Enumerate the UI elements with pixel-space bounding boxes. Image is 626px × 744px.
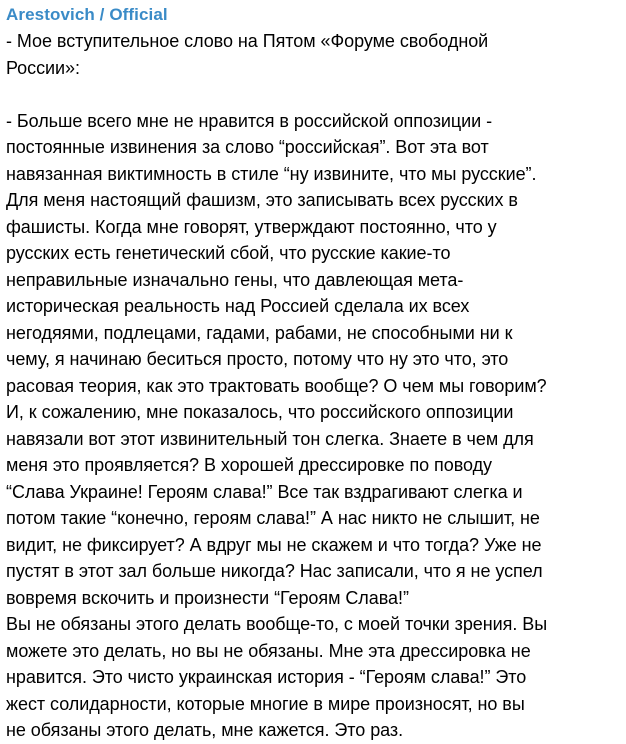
message-text-line: - Больше всего мне не нравится в российской оппозиции - — [6, 110, 493, 131]
message-text-line: России»: — [6, 57, 80, 78]
message-text-line: “Слава Украине! Героям слава!” Все так вздрагивают слегка и — [6, 481, 523, 502]
message-text-line: расовая теория, как это трактовать вообще? О чем мы говорим? — [6, 375, 547, 396]
message-text-line: фашисты. Когда мне говорят, утверждают постоянно, что у — [6, 216, 497, 237]
message-text-line: Для меня настоящий фашизм, это записывать всех русских в — [6, 190, 518, 210]
paragraph-spacer — [6, 81, 622, 108]
message-text-line: можете это делать, но вы не обязаны. Мне эта дрессировка не — [6, 640, 531, 661]
channel-author-name[interactable]: Arestovich / Official — [6, 5, 168, 24]
message-text-line: навязали вот этот извинительный тон слегка. Знаете в чем для — [6, 428, 534, 449]
message-text-line: пустят в этот зал больше никогда? Нас записали, что я не успел — [6, 561, 543, 581]
message-text-line: историческая реальность над Россией сделала их всех — [6, 296, 470, 316]
message-text-line: жест солидарности, которые многие в мире произносят, но вы — [6, 693, 525, 714]
message-text-line: навязанная виктимность в стиле “ну извините, что мы русские”. — [6, 163, 537, 184]
message-text-line: меня это проявляется? В хорошей дрессировке по поводу — [6, 455, 492, 475]
message-text-line: не обязаны этого делать, мне кажется. Это раз. — [6, 720, 404, 740]
message-bubble — [6, 4, 622, 744]
message-text-line: чему, я начинаю беситься просто, потому что ну это что, это — [6, 349, 509, 369]
message-text-line: Вы не обязаны этого делать вообще-то, с моей точки зрения. Вы — [6, 614, 548, 634]
message-text-line: негодяями, подлецами, гадами, рабами, не способными ни к — [6, 322, 513, 343]
message-text-line: вовремя вскочить и произнести “Героям Слава!” — [6, 587, 409, 608]
message-text-line: русских есть генетический сбой, что русские какие-то — [6, 243, 451, 263]
message-text-line: нравится. Это чисто украинская история - “Героям слава!” Это — [6, 667, 527, 687]
message-text-line: - Мое вступительное слово на Пятом «Форуме свободной — [6, 31, 489, 51]
message-text-line: видит, не фиксирует? А вдруг мы не скажем и что тогда? Уже не — [6, 534, 542, 555]
message-text-line: потом такие “конечно, героям слава!” А нас никто не слышит, не — [6, 508, 540, 528]
message-text-line: неправильные изначально гены, что давлеющая мета- — [6, 269, 464, 290]
message-text-line: И, к сожалению, мне показалось, что российского оппозиции — [6, 402, 514, 422]
message-text-line: постоянные извинения за слово “российская”. Вот эта вот — [6, 137, 489, 157]
